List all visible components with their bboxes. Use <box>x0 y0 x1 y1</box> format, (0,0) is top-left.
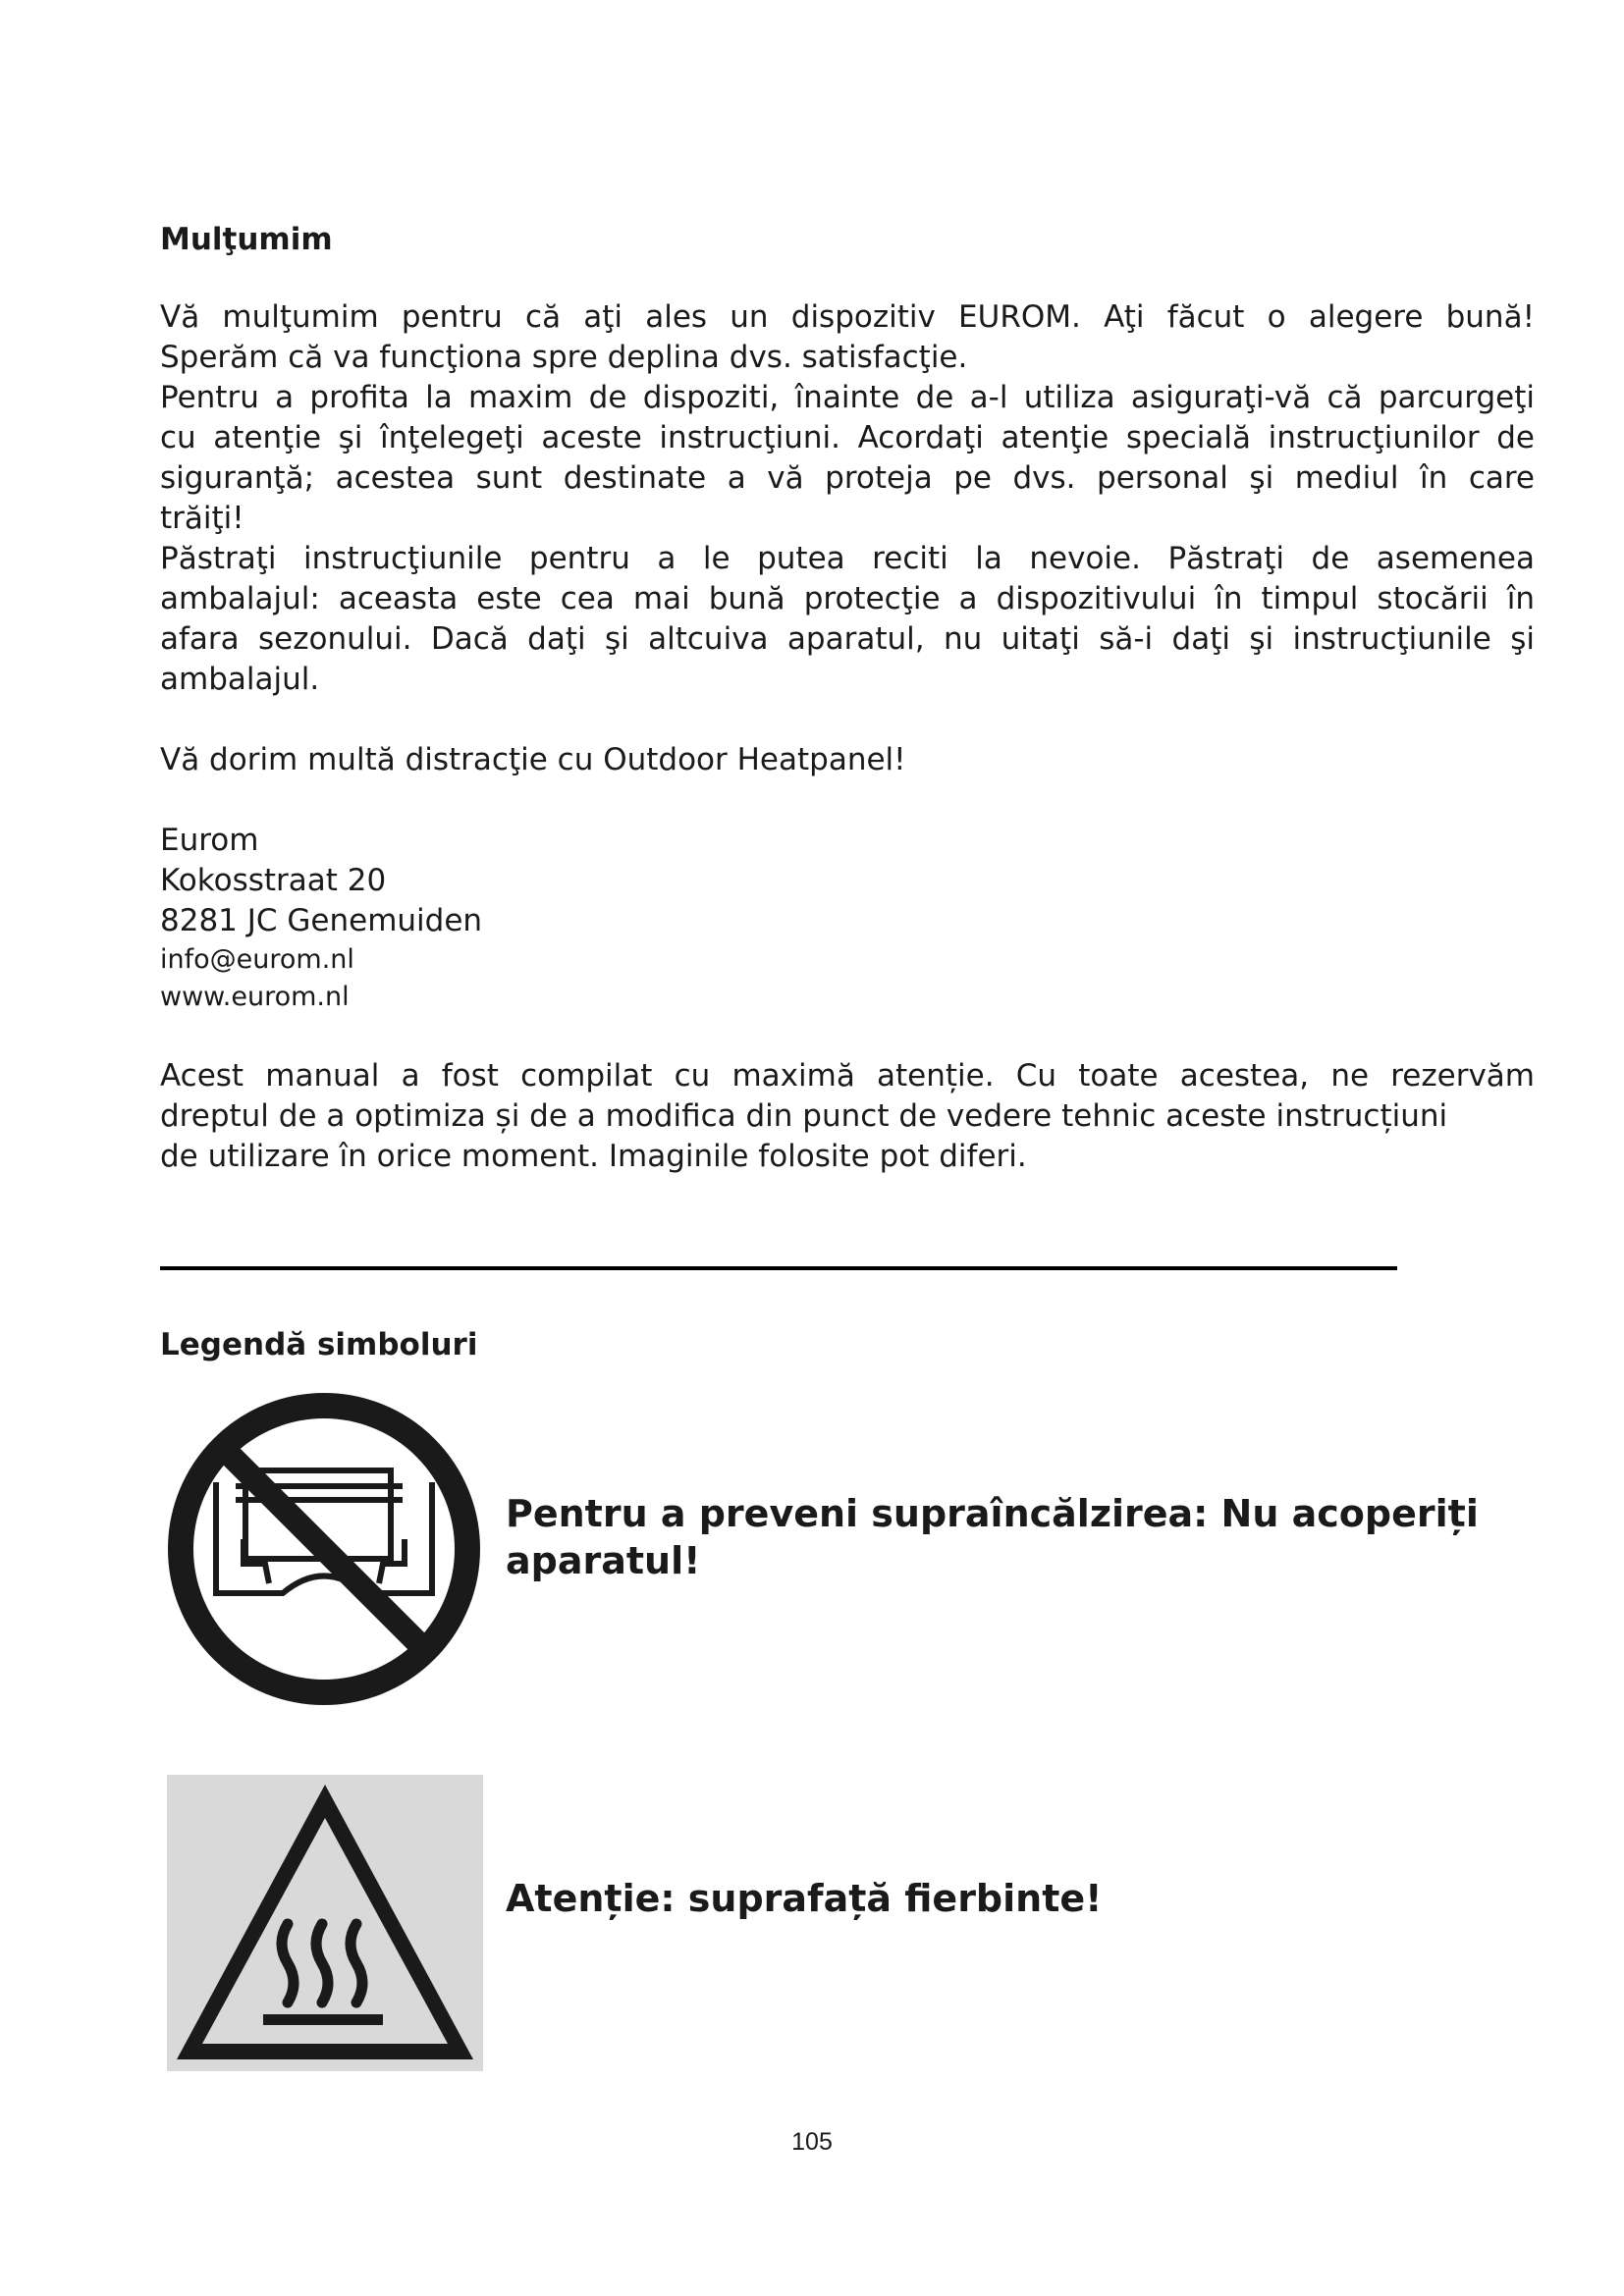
paragraph-line: ambalajul. <box>160 662 320 697</box>
wish-line: Vă dorim multă distracţie cu Outdoor Heatpanel! <box>160 742 906 777</box>
section-divider <box>160 1266 1397 1270</box>
paragraph-line: Pentru a profita la maxim de dispoziti, înainte de a-l utiliza asiguraţi-vă că parcurgeţi <box>160 380 1535 415</box>
paragraph-line: cu atenţie şi înţelegeţi aceste instrucţiuni. Acordaţi atenţie specială instrucţiunilor de <box>160 420 1535 455</box>
no-cover-warning-text: Pentru a preveni supraîncălzirea: Nu acoperiți aparatul! <box>506 1492 1479 1582</box>
thanks-paragraph <box>160 297 1535 700</box>
street-address: Kokosstraat 20 <box>160 863 387 898</box>
paragraph-line: trăiţi! <box>160 501 244 536</box>
do-not-cover-icon <box>167 1392 481 1706</box>
paragraph-line: Păstraţi instrucţiunile pentru a le putea reciti la nevoie. Păstraţi de asemenea <box>160 541 1535 576</box>
contact-block <box>160 821 1535 1016</box>
hot-surface-warning-text: Atenție: suprafață fierbinte! <box>506 1877 1103 1920</box>
thanks-heading: Mulţumim <box>160 222 333 257</box>
paragraph-line: ambalajul: aceasta este cea mai bună protecţie a dispozitivului în timpul stocării în <box>160 581 1535 616</box>
disclaimer-paragraph <box>160 1056 1535 1177</box>
page-number: 105 <box>791 2128 833 2156</box>
paragraph-line: afara sezonului. Dacă daţi şi altcuiva aparatul, nu uitaţi să-i daţi şi instrucţiunile şi <box>160 621 1535 657</box>
hot-surface-warning-icon <box>167 1775 483 2071</box>
company-name: Eurom <box>160 823 259 858</box>
paragraph-line: siguranţă; acestea sunt destinate a vă proteja pe dvs. personal şi mediul în care <box>160 460 1535 496</box>
legend-title: Legendă simboluri <box>160 1327 478 1362</box>
paragraph-line: Sperăm că va funcţiona spre deplina dvs. satisfacţie. <box>160 340 968 375</box>
city-address: 8281 JC Genemuiden <box>160 903 483 938</box>
paragraph-line: Vă mulţumim pentru că aţi ales un dispozitiv EUROM. Aţi făcut o alegere bună! <box>160 299 1535 335</box>
paragraph-line: dreptul de a optimiza și de a modifica din punct de vedere tehnic aceste instrucțiuni <box>160 1098 1448 1134</box>
paragraph-line: de utilizare în orice moment. Imaginile folosite pot diferi. <box>160 1139 1027 1174</box>
intro-section <box>160 222 1535 1177</box>
website-link[interactable]: www.eurom.nl <box>160 982 350 1012</box>
email-link[interactable]: info@eurom.nl <box>160 944 354 975</box>
paragraph-line: Acest manual a fost compilat cu maximă atenție. Cu toate acestea, ne rezervăm <box>160 1058 1535 1094</box>
